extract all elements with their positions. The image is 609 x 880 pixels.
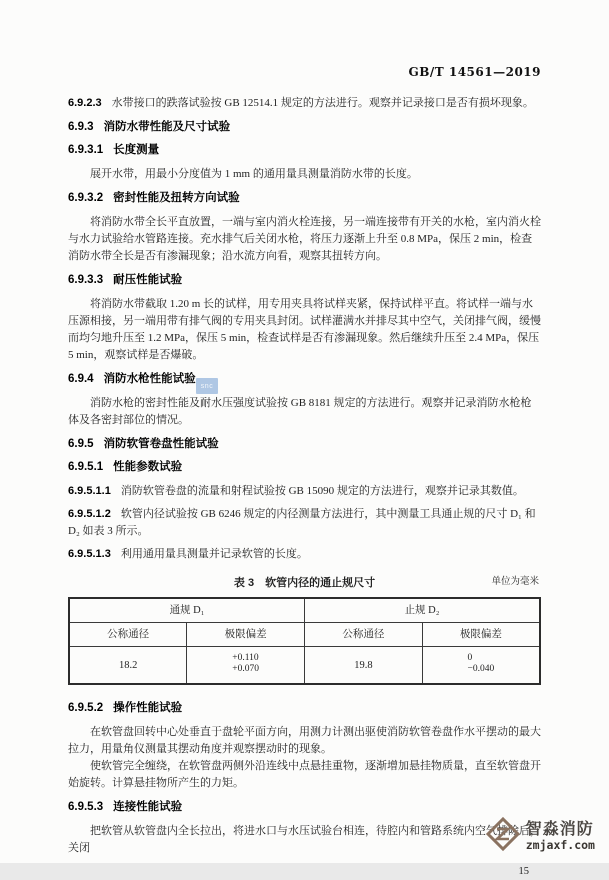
clause-number: 6.9.5.1.1 bbox=[68, 485, 111, 497]
tolerance-lower: +0.070 bbox=[232, 664, 259, 674]
brand-name: 智淼消防 bbox=[525, 821, 594, 839]
heading-6-9-3 bbox=[68, 120, 541, 135]
table-col-header: 极限偏差 bbox=[187, 623, 305, 647]
clause-number: 6.9.5.1.3 bbox=[68, 548, 111, 560]
heading-title: 耐压性能试验 bbox=[113, 274, 183, 286]
table-group-header-go: 通规 D₁ bbox=[69, 598, 305, 623]
heading-title: 性能参数试验 bbox=[113, 461, 183, 473]
paragraph: 把软管从软管盘内全长拉出，将进水口与水压试验台相连，待腔内和管路系统内空气排除后，关闭 bbox=[68, 825, 541, 854]
brand-text-block bbox=[526, 822, 595, 851]
clause-6-9-5-1-2 bbox=[68, 506, 541, 540]
table-col-header: 极限偏差 bbox=[422, 623, 540, 647]
standard-number: GB/T 14561—2019 bbox=[408, 65, 541, 79]
heading-title: 消防水枪性能试验 bbox=[103, 373, 196, 385]
heading-6-9-5-1 bbox=[68, 460, 541, 475]
heading-6-9-3-2 bbox=[68, 191, 541, 206]
tolerance-upper: +0.110 bbox=[232, 653, 259, 663]
clause-number: 6.9.5.1.2 bbox=[68, 508, 111, 520]
table-3 bbox=[68, 597, 541, 685]
heading-number: 6.9.3.1 bbox=[68, 144, 104, 156]
table-row bbox=[69, 623, 540, 647]
cell-go-deviation bbox=[187, 647, 305, 685]
heading-6-9-4 bbox=[68, 372, 541, 387]
tolerance-stack bbox=[468, 653, 495, 675]
heading-number: 6.9.5 bbox=[68, 438, 94, 450]
paragraph: 将消防水带全长平直放置，一端与室内消火栓连接，另一端连接带有开关的水枪，室内消火栓与水力试验给水管路连接。充水排气后关闭水枪，将压力逐渐上升至 0.8 MPa，保压 2 min，检查消防水带全长是否有渗漏现象；沿水流方向看，观察其扭转方向。 bbox=[68, 216, 541, 262]
cell-nogo-nominal: 19.8 bbox=[305, 647, 423, 685]
clause-6-9-2-3 bbox=[68, 95, 541, 112]
table-row bbox=[69, 598, 540, 623]
paragraph: 消防水枪的密封性能及耐水压强度试验按 GB 8181 规定的方法进行。观察并记录消防水枪枪体及各密封部位的情况。 bbox=[68, 397, 532, 426]
heading-title: 连接性能试验 bbox=[113, 801, 183, 813]
table-3-caption: 表 3 软管内径的通止规尺寸 bbox=[233, 577, 376, 589]
cell-nogo-deviation bbox=[422, 647, 540, 685]
table-col-header: 公称通径 bbox=[69, 623, 187, 647]
heading-number: 6.9.5.1 bbox=[68, 461, 104, 473]
heading-number: 6.9.5.2 bbox=[68, 702, 104, 714]
tolerance-upper: 0 bbox=[467, 653, 473, 663]
heading-6-9-5 bbox=[68, 437, 541, 452]
clause-6-9-5-1-1 bbox=[68, 483, 541, 500]
watermark-brand bbox=[485, 816, 595, 857]
heading-number: 6.9.3.2 bbox=[68, 192, 104, 204]
artifact-text: snc bbox=[200, 382, 214, 390]
table-3-caption-row bbox=[68, 575, 541, 592]
heading-number: 6.9.4 bbox=[68, 373, 94, 385]
heading-number: 6.9.5.3 bbox=[68, 801, 104, 813]
heading-6-9-5-2 bbox=[68, 701, 541, 716]
brand-logo-icon bbox=[485, 816, 521, 857]
heading-number: 6.9.3.3 bbox=[68, 274, 104, 286]
page-number: 15 bbox=[518, 866, 529, 877]
heading-title: 消防软管卷盘性能试验 bbox=[103, 438, 219, 450]
heading-6-9-3-1 bbox=[68, 143, 541, 158]
heading-title: 长度测量 bbox=[113, 144, 160, 156]
table-group-header-nogo: 止规 D₂ bbox=[305, 598, 541, 623]
table-row bbox=[69, 647, 540, 685]
tolerance-lower: −0.040 bbox=[467, 664, 495, 674]
heading-6-9-3-3 bbox=[68, 273, 541, 288]
heading-title: 操作性能试验 bbox=[113, 702, 183, 714]
clause-text: 消防软管卷盘的流量和射程试验按 GB 15090 规定的方法进行，观察并记录其数值。 bbox=[120, 485, 524, 497]
paragraph: 展开水带，用最小分度值为 1 mm 的通用量具测量消防水带的长度。 bbox=[90, 168, 418, 180]
heading-6-9-5-3 bbox=[68, 800, 541, 815]
heading-title: 密封性能及扭转方向试验 bbox=[113, 192, 240, 204]
page-content bbox=[68, 64, 541, 880]
heading-number: 6.9.3 bbox=[68, 121, 94, 133]
brand-url: zmjaxf.com bbox=[525, 837, 595, 852]
cell-go-nominal: 18.2 bbox=[69, 647, 187, 685]
clause-text: 利用通用量具测量并记录软管的长度。 bbox=[120, 548, 308, 560]
table-col-header: 公称通径 bbox=[305, 623, 423, 647]
clause-6-9-5-1-3 bbox=[68, 546, 541, 563]
paragraph: 使软管完全缠绕，在软管盘两侧外沿连线中点悬挂重物，逐渐增加悬挂物质量，直至软管盘开始旋转。计算悬挂物所产生的力矩。 bbox=[68, 760, 541, 789]
paragraph: 将消防水带截取 1.20 m 长的试样，用专用夹具将试样夹紧，保持试样平直。将试样一端与水压源相接，另一端用带有排气阀的专用夹具封闭。试样灌满水并排尽其中空气，关闭排气阀，缓慢而均匀地升压至 1.2 MPa，保压 5 min，检查试样是否有渗漏现象。然后继续升压至 2.4 MPa，保压 5 min，观察试样是否爆破。 bbox=[68, 298, 541, 361]
clause-text: 软管内径试验按 GB 6246 规定的内径测量方法进行，其中测量工具通止规的尺寸 D₁ 和 D₂ 如表 3 所示。 bbox=[68, 508, 536, 537]
scan-highlight-artifact bbox=[196, 378, 218, 394]
clause-text: 水带接口的跌落试验按 GB 12514.1 规定的方法进行。观察并记录接口是否有损坏现象。 bbox=[111, 97, 534, 109]
table-3-unit-note: 单位为毫米 bbox=[491, 577, 539, 587]
clause-number: 6.9.2.3 bbox=[68, 97, 102, 109]
paragraph: 在软管盘回转中心处垂直于盘轮平面方向，用测力计测出驱使消防软管卷盘作水平摆动的最大拉力，用量角仪测量其摆动角度并观察摆动时的现象。 bbox=[68, 726, 541, 755]
heading-title: 消防水带性能及尺寸试验 bbox=[103, 121, 231, 133]
tolerance-stack bbox=[232, 653, 259, 675]
